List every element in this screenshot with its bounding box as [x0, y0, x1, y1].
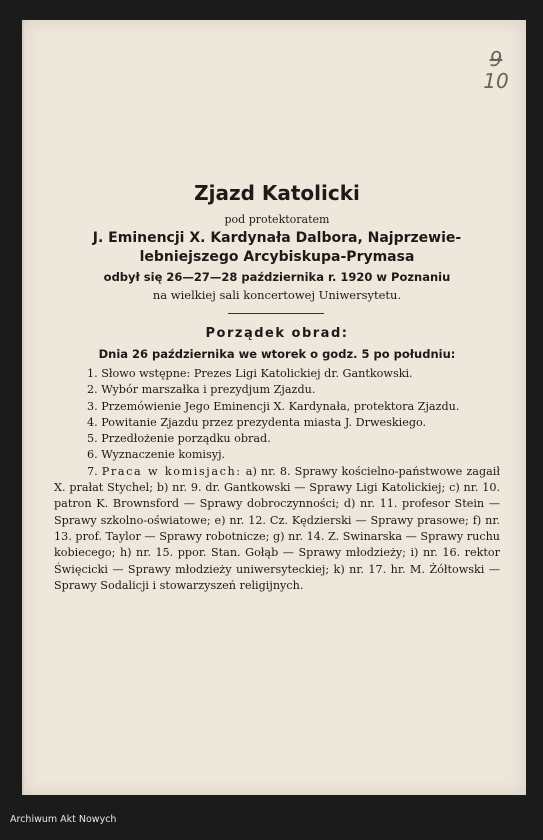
agenda-title: Porządek obrad: — [205, 326, 349, 341]
agenda-item: 3. Przemówienie Jego Eminencji X. Kardynała, protektora Zjazdu. — [87, 399, 460, 413]
archive-name: Archiwum Akt Nowych — [10, 814, 117, 825]
crossed-page-number: 9 — [489, 47, 503, 71]
heading-line-4: na wielkiej sali koncertowej Uniwersytetu. — [152, 288, 402, 302]
agenda-item: 5. Przedłożenie porządku obrad. — [87, 432, 271, 446]
document-title: Zjazd Katolicki — [194, 181, 360, 205]
agenda-item-7-text: a) nr. 8. Sprawy kościelno-państwowe zagaił X. prałat Stychel; b) nr. 9. dr. Gantkowski — Sprawy Ligi Katolickiej; c) nr. 10. patron K. Brownsford — Sprawy dobroczynności; d) nr. 11. profesor Stein — Sprawy szkolno-oświatowe; e) nr. 12. Cz. Kędzierski — Sprawy prasowe; f) nr. 13. prof. Taylor — Sprawy robotnicze; g) nr. 14. Z. Swinarska — Sprawy ruchu kobiecego; h) nr. 15. ppor. Stan. Gołąb — Sprawy młodzieży; i) nr. 16. rektor Święcicki — Sprawy młodzieży uniwersyteckiej; k) nr. 17. hr. M. Żółtowski — Sprawy Sodalicji i stowarzyszeń religijnych. — [54, 464, 500, 592]
agenda-item-7 — [54, 464, 500, 594]
agenda-item: 4. Powitanie Zjazdu przez prezydenta miasta J. Drweskiego. — [87, 415, 427, 429]
agenda-day: Dnia 26 października we wtorek o godz. 5 po południu: — [98, 347, 456, 361]
agenda-item: 6. Wyznaczenie komisyj. — [87, 448, 226, 462]
heading-line-3: odbył się 26—27—28 października r. 1920 w Poznaniu — [103, 270, 451, 284]
agenda-item-7-number: 7. — [87, 464, 98, 478]
under-protectorate: pod protektoratem — [224, 213, 330, 226]
agenda-item: 2. Wybór marszałka i prezydjum Zjazdu. — [87, 383, 316, 397]
heading-line-1: J. Eminencji X. Kardynała Dalbora, Najprzewie- — [92, 230, 462, 246]
agenda-item-7-lead: Praca w komisjach: — [101, 464, 242, 478]
current-page-number: 10 — [483, 69, 509, 93]
archive-footer — [0, 806, 543, 840]
page-fold-shadow — [22, 20, 25, 795]
divider-rule — [228, 313, 324, 314]
agenda-list — [54, 366, 500, 594]
agenda-item: 1. Słowo wstępne: Prezes Ligi Katolickiej dr. Gantkowski. — [87, 367, 413, 380]
heading-line-2: lebniejszego Arcybiskupa-Prymasa — [139, 249, 415, 265]
document-page — [22, 20, 526, 795]
pencil-page-number — [478, 48, 514, 92]
